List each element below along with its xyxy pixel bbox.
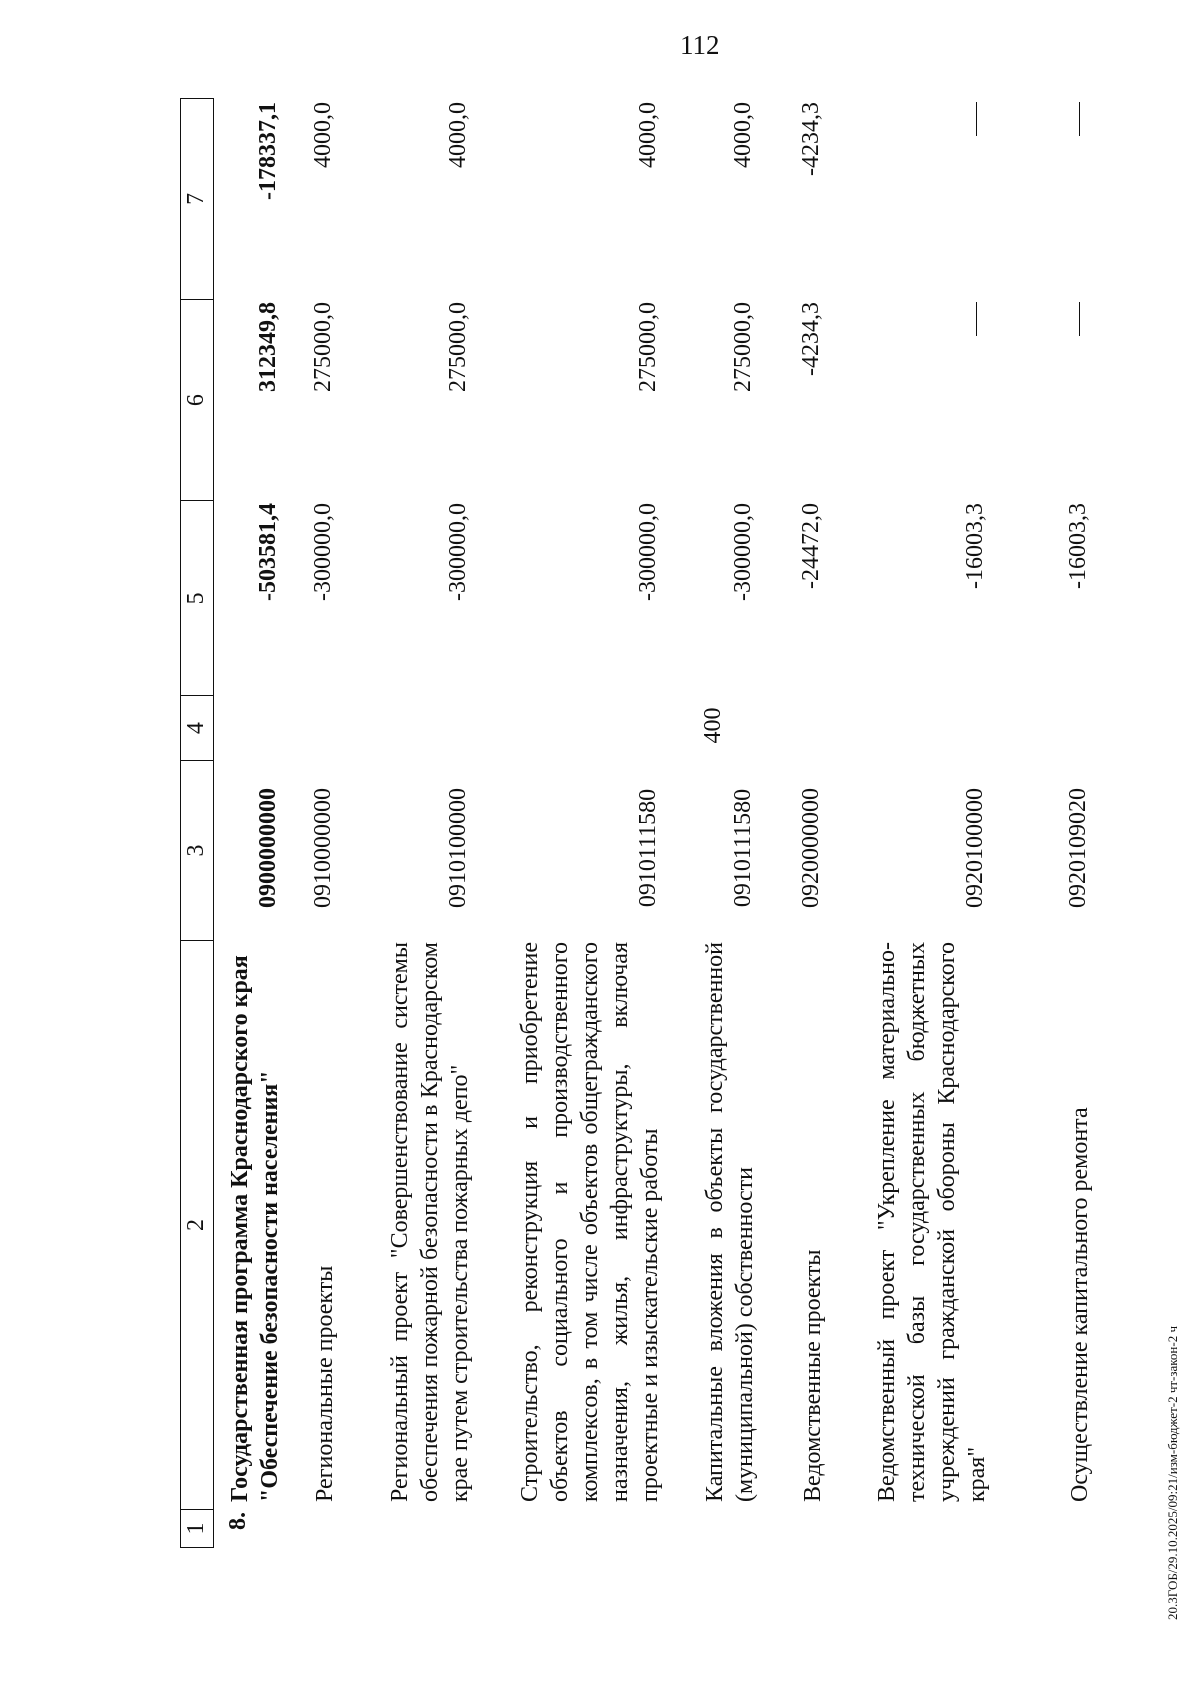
row-value-5: -300000,0 — [310, 503, 336, 601]
row-name: Капитальные вложения в объекты государственной (муниципальной) собственности — [702, 942, 758, 1502]
row-code: 0910111580 — [730, 788, 756, 908]
row-name: Региональный проект "Совершенствование системы обеспечения пожарной безопасности в Краснодарском крае путем строительства пожарных депо" — [387, 942, 473, 1502]
row-number: 8. — [225, 1512, 251, 1530]
row-code: 0900000000 — [255, 788, 281, 908]
row-name: Государственная программа Краснодарского края "Обеспечение безопасности населения" — [227, 955, 283, 1502]
row-value-6: 275000,0 — [635, 302, 661, 392]
row-name: Региональные проекты — [312, 1265, 338, 1502]
row-value-7: -178337,1 — [255, 102, 281, 200]
row-code: 0910111580 — [635, 788, 661, 908]
empty-dash — [976, 302, 977, 336]
row-name: Ведомственные проекты — [800, 1249, 826, 1502]
row-value-7: 4000,0 — [730, 102, 756, 168]
row-name: Строительство, реконструкция и приобретение объектов социального и производственного комплексов, в том числе объектов общегражданского назначения, жилья, инфраструктуры, включая проектные и изыскательские работы — [517, 942, 663, 1502]
row-value-6: 275000,0 — [310, 302, 336, 392]
header-col-3: 3 — [181, 760, 213, 940]
row-code: 0910100000 — [445, 788, 471, 908]
row-name: Осуществление капитального ремонта — [1067, 1107, 1093, 1502]
row-code: 0920100000 — [962, 788, 988, 908]
header-col-1: 1 — [181, 1509, 213, 1547]
header-col-4: 4 — [181, 695, 213, 760]
page-number: 112 — [680, 30, 720, 60]
header-col-6: 6 — [181, 299, 213, 501]
row-value-5: -503581,4 — [255, 503, 281, 601]
row-code: 0920109020 — [1065, 788, 1091, 908]
row-value-7 — [962, 102, 989, 298]
row-value-6: 275000,0 — [730, 302, 756, 392]
row-type: 400 — [700, 707, 726, 744]
row-value-6: 275000,0 — [445, 302, 471, 392]
row-value-5: -16003,3 — [962, 503, 988, 589]
row-value-7: -4234,3 — [798, 102, 824, 176]
empty-dash — [1079, 302, 1080, 336]
row-value-6: 312349,8 — [255, 302, 281, 392]
row-value-5: -300000,0 — [730, 503, 756, 601]
budget-table — [180, 98, 1200, 1548]
row-code: 0920000000 — [798, 788, 824, 908]
row-name: Ведомственный проект "Укрепление материально-технической базы государственных бюджетных учреждений гражданской обороны Краснодарского края" — [874, 942, 990, 1502]
row-value-5: -24472,0 — [798, 503, 824, 589]
row-value-7: 4000,0 — [635, 102, 661, 168]
header-col-7: 7 — [183, 192, 209, 205]
footer-note: 20.3ГОБ/29.10.2025/09:21/изм-бюджет-2 чт-закон-2 ч — [1165, 1325, 1180, 1620]
row-value-7: 4000,0 — [445, 102, 471, 168]
row-value-7: 4000,0 — [310, 102, 336, 168]
table-header — [180, 98, 214, 1548]
row-code: 0910000000 — [310, 788, 336, 908]
header-col-2: 2 — [181, 940, 213, 1509]
row-value-6: -4234,3 — [798, 302, 824, 376]
empty-dash — [976, 102, 977, 136]
row-value-5: -300000,0 — [635, 503, 661, 601]
row-value-5: -300000,0 — [445, 503, 471, 601]
row-value-6 — [962, 302, 989, 498]
row-value-7 — [1065, 102, 1092, 298]
row-value-6 — [1065, 302, 1092, 498]
row-value-5: -16003,3 — [1065, 503, 1091, 589]
empty-dash — [1079, 102, 1080, 136]
header-col-5: 5 — [181, 500, 213, 695]
